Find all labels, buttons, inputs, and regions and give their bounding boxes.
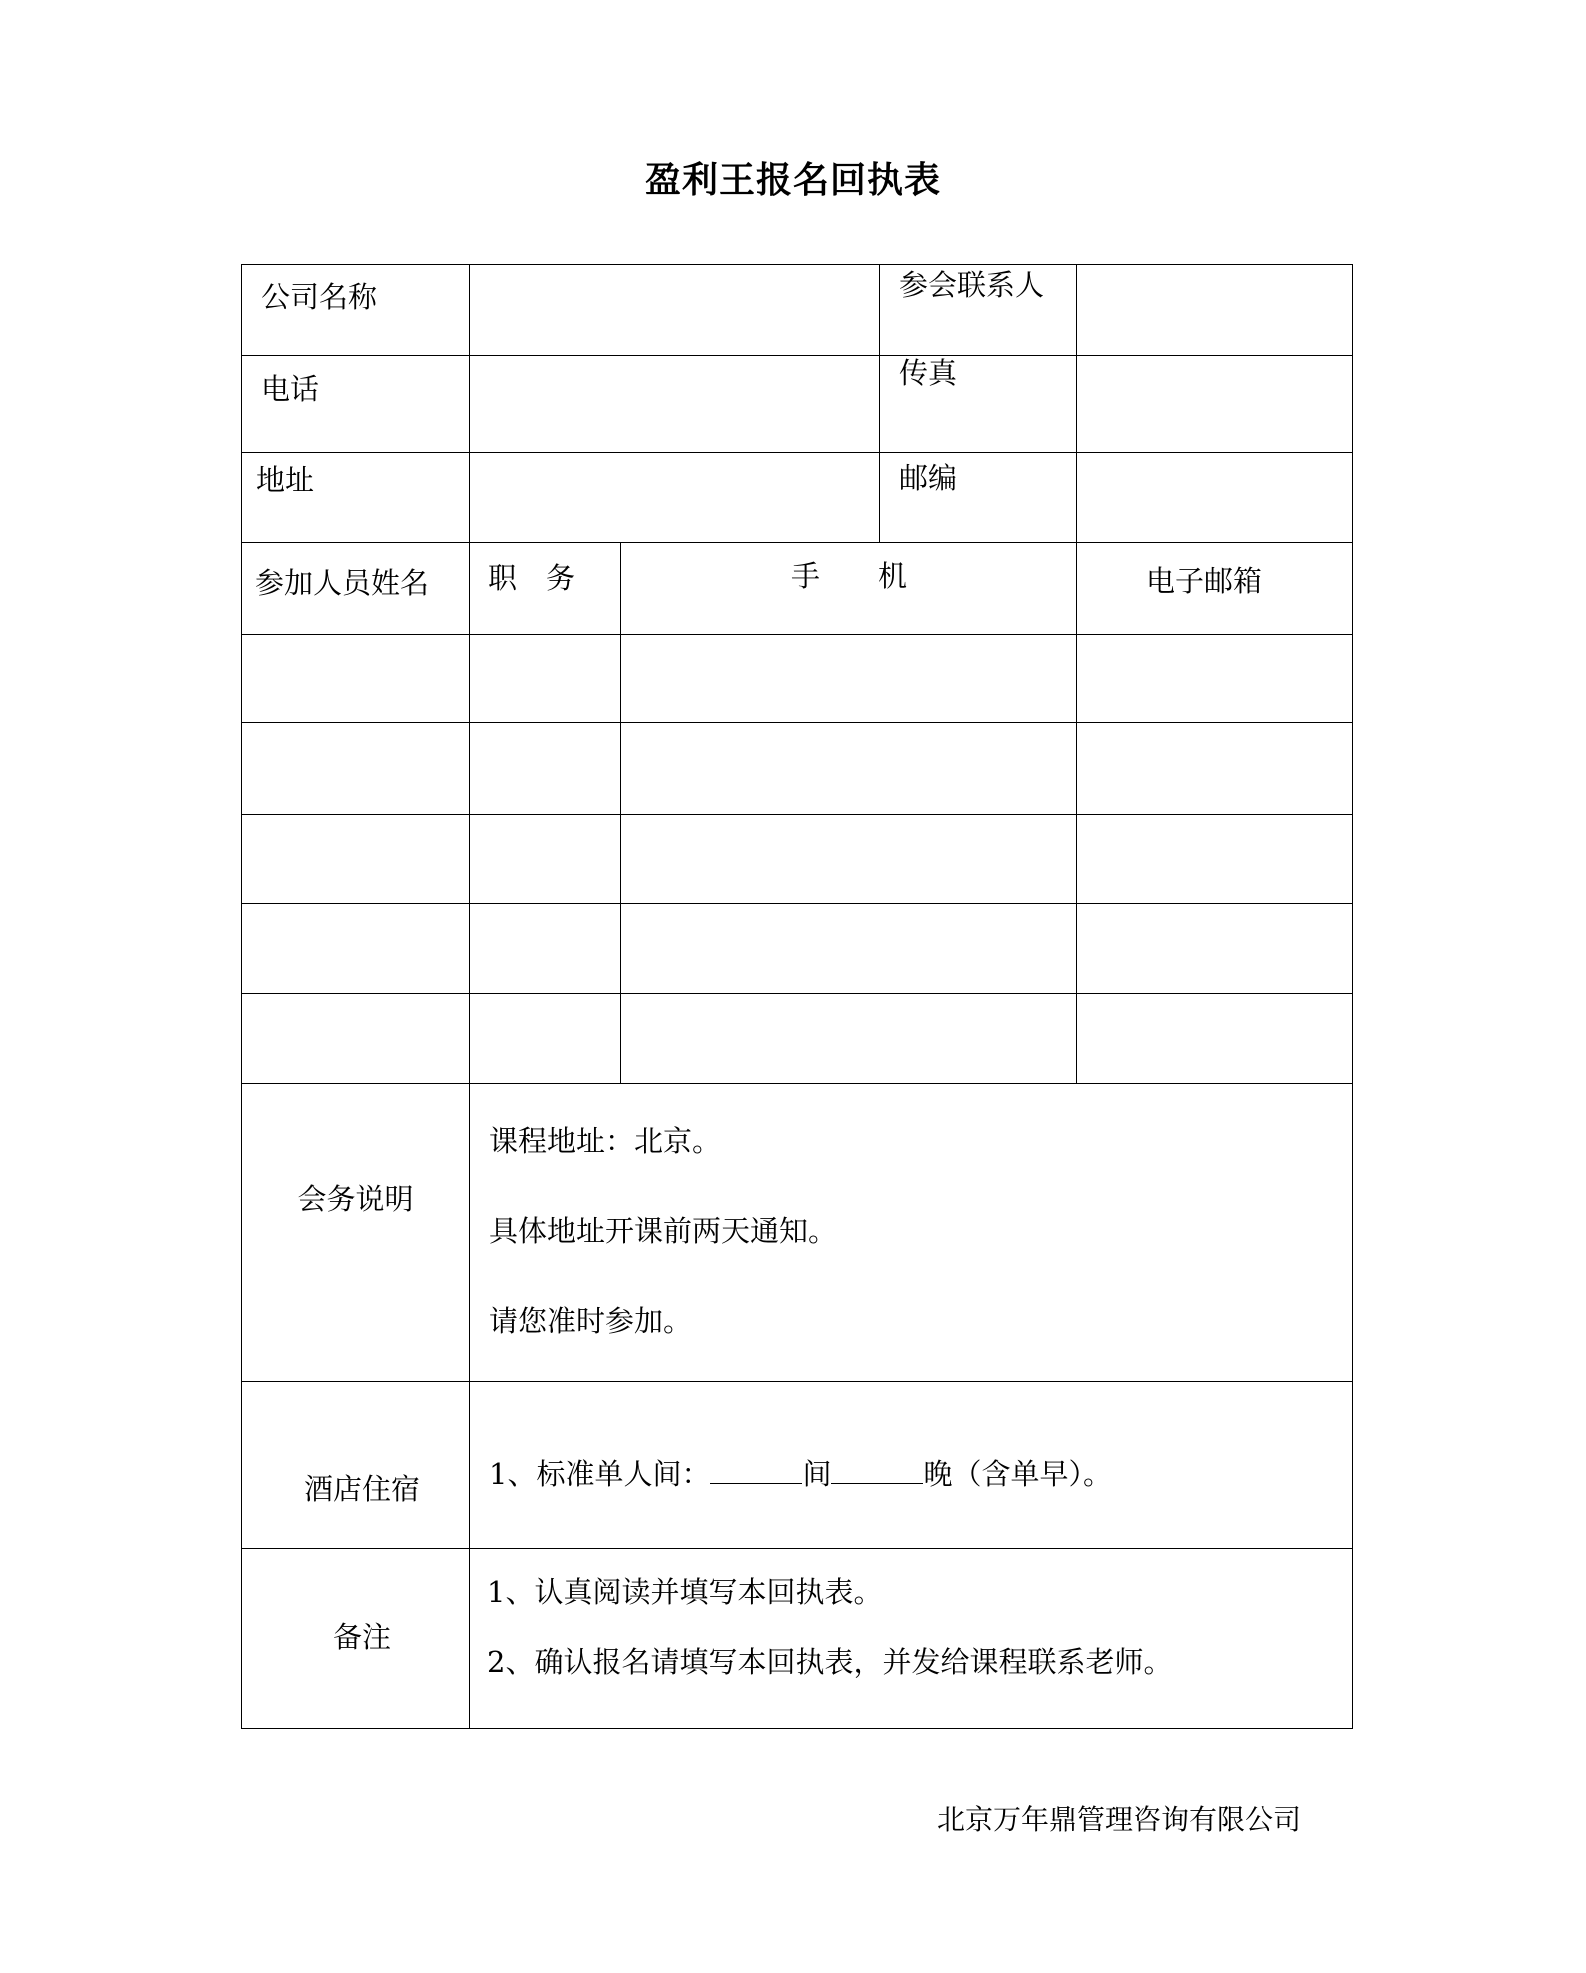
attendee-name-input[interactable] xyxy=(243,635,468,721)
meeting-info-line-2: 具体地址开课前两天通知。 xyxy=(489,1214,838,1248)
company-name-field[interactable] xyxy=(471,266,877,354)
row-divider xyxy=(242,452,1352,453)
row-divider xyxy=(242,903,1352,904)
attendee-row-2 xyxy=(242,724,1352,813)
attendee-position-header: 职 务 xyxy=(488,561,576,595)
row-divider xyxy=(242,814,1352,815)
registration-form-table xyxy=(241,264,1353,1729)
row-divider xyxy=(242,722,1352,723)
company-name-label: 公司名称 xyxy=(261,280,378,314)
attendee-row-3 xyxy=(242,816,1352,902)
attendee-name-input[interactable] xyxy=(243,724,468,813)
notes-line-2: 2、确认报名请填写本回执表，并发给课程联系老师。 xyxy=(487,1645,1173,1679)
attendee-mobile-input[interactable] xyxy=(622,724,1075,813)
attendee-position-input[interactable] xyxy=(471,816,619,902)
fax-field[interactable] xyxy=(1078,357,1350,451)
attendee-email-input[interactable] xyxy=(1078,724,1350,813)
row-divider xyxy=(242,1083,1352,1084)
row-divider xyxy=(242,542,1352,543)
attendee-position-input[interactable] xyxy=(471,635,619,721)
phone-field[interactable] xyxy=(471,357,877,451)
row-divider xyxy=(242,1381,1352,1382)
address-label: 地址 xyxy=(256,463,315,497)
attendee-name-input[interactable] xyxy=(243,995,468,1082)
zip-code-field[interactable] xyxy=(1078,454,1350,541)
attendee-email-input[interactable] xyxy=(1078,995,1350,1082)
hotel-room-type: 1、标准单人间： xyxy=(489,1457,711,1491)
attendee-row-5 xyxy=(242,995,1352,1082)
nights-unit: 晚（含单早）。 xyxy=(923,1457,1112,1491)
hotel-booking-line xyxy=(489,1459,1112,1489)
attendee-mobile-input[interactable] xyxy=(622,816,1075,902)
attendee-email-input[interactable] xyxy=(1078,905,1350,992)
attendee-mobile-header: 手 机 xyxy=(790,559,907,593)
attendee-position-input[interactable] xyxy=(471,724,619,813)
row-divider xyxy=(242,355,1352,356)
page-title: 盈利王报名回执表 xyxy=(644,159,941,201)
notes-label: 备注 xyxy=(332,1620,391,1654)
row-divider xyxy=(242,1548,1352,1549)
attendee-position-input[interactable] xyxy=(471,995,619,1082)
meeting-info-label: 会务说明 xyxy=(297,1182,414,1216)
attendee-email-input[interactable] xyxy=(1078,635,1350,721)
column-divider xyxy=(879,265,880,542)
attendee-mobile-input[interactable] xyxy=(622,635,1075,721)
meeting-info-line-3: 请您准时参加。 xyxy=(489,1304,693,1338)
attendee-email-header: 电子邮箱 xyxy=(1145,564,1262,598)
contact-person-label: 参会联系人 xyxy=(899,268,1045,302)
zip-code-label: 邮编 xyxy=(899,461,958,495)
attendee-row-1 xyxy=(242,635,1352,721)
row-divider xyxy=(242,993,1352,994)
contact-person-field[interactable] xyxy=(1078,266,1350,354)
room-count-blank[interactable] xyxy=(710,1459,802,1484)
attendee-name-input[interactable] xyxy=(243,816,468,902)
notes-line-1: 1、认真阅读并填写本回执表。 xyxy=(487,1575,883,1609)
company-signature: 北京万年鼎管理咨询有限公司 xyxy=(937,1803,1302,1836)
attendee-mobile-input[interactable] xyxy=(622,905,1075,992)
attendee-name-input[interactable] xyxy=(243,905,468,992)
attendee-row-4 xyxy=(242,905,1352,992)
fax-label: 传真 xyxy=(899,356,958,390)
attendee-email-input[interactable] xyxy=(1078,816,1350,902)
night-count-blank[interactable] xyxy=(831,1459,923,1484)
attendee-name-header: 参加人员姓名 xyxy=(255,566,430,600)
meeting-info-line-1: 课程地址：北京。 xyxy=(489,1124,722,1158)
attendee-mobile-input[interactable] xyxy=(622,995,1075,1082)
phone-label: 电话 xyxy=(261,372,320,406)
rooms-unit: 间 xyxy=(802,1457,832,1491)
address-field[interactable] xyxy=(471,454,877,541)
attendee-position-input[interactable] xyxy=(471,905,619,992)
hotel-label: 酒店住宿 xyxy=(303,1472,420,1506)
